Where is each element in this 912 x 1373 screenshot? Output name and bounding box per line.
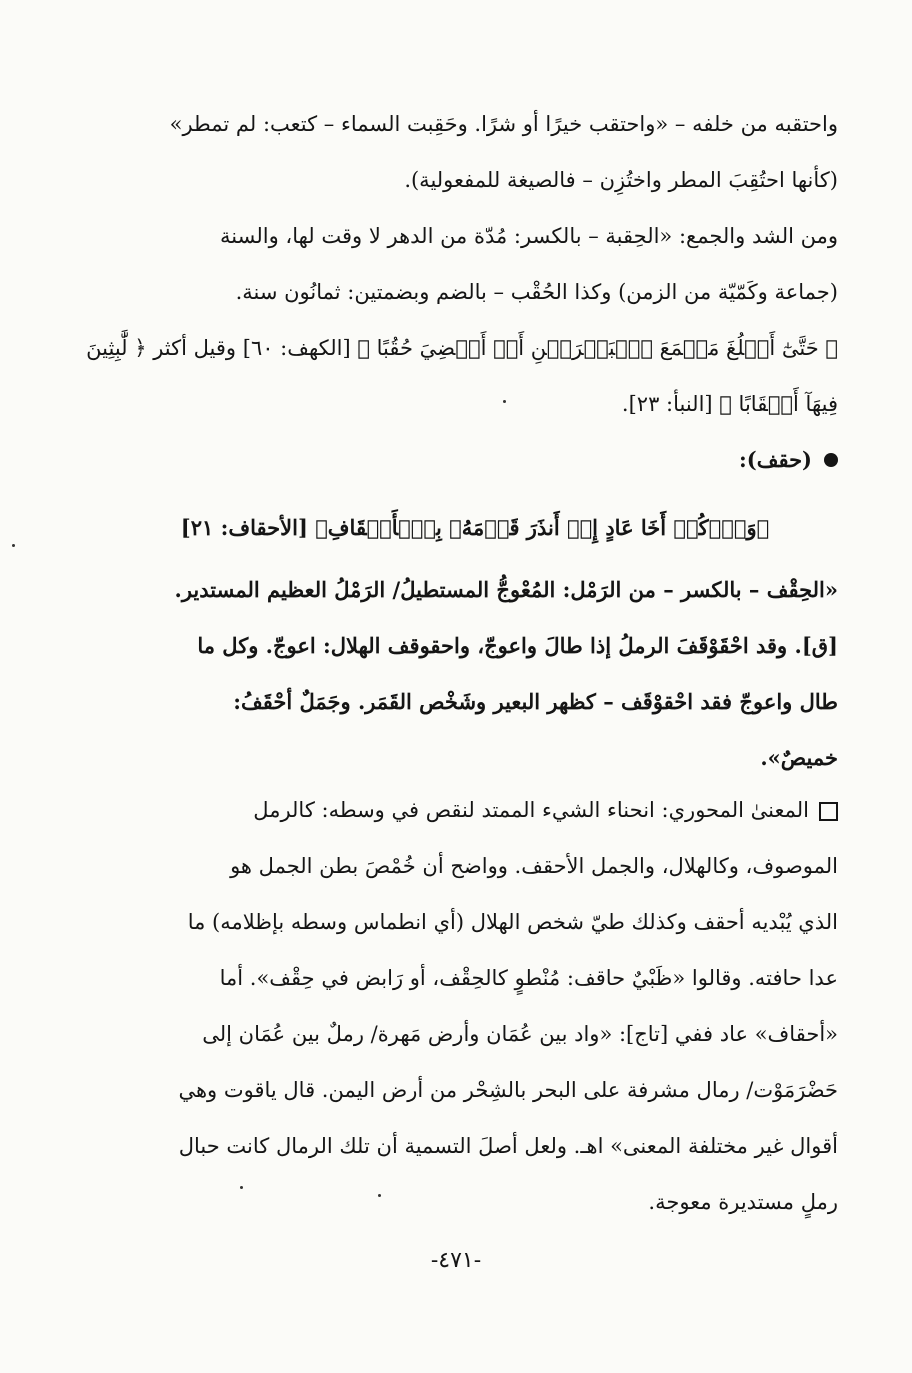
text-line: طال واعوجّ فقد احْقوْقَف – كظهر البعير وشَخْص القَمَر. وجَمَلٌ أحْقَفُ: bbox=[233, 689, 838, 714]
bullet-icon bbox=[824, 453, 838, 467]
core-meaning-paragraph bbox=[112, 782, 838, 1230]
text-line: ومن الشد والجمع: «الحِقبة – بالكسر: مُدّة من الدهر لا وقت لها، والسنة bbox=[220, 224, 838, 248]
dictionary-quote bbox=[112, 562, 838, 786]
entry-heading bbox=[112, 432, 838, 488]
text-line: رملٍ مستديرة معوجة. bbox=[648, 1190, 838, 1214]
text-line: فِيهَآ أَحۡقَابًا ﴾ [النبأ: ٢٣]. bbox=[621, 392, 838, 416]
verse-block bbox=[112, 500, 838, 556]
scan-speck bbox=[12, 544, 15, 547]
intro-paragraph bbox=[86, 96, 838, 432]
scan-speck bbox=[240, 1186, 243, 1189]
page-number: -٤٧١- bbox=[430, 1248, 482, 1273]
text-line: حَضْرَمَوْت/ رمال مشرفة على البحر بالشِحْر من أرض اليمن. قال ياقوت وهي bbox=[178, 1078, 838, 1102]
square-box-icon bbox=[819, 802, 838, 821]
scan-speck bbox=[378, 1194, 381, 1197]
text-line: «أحقاف» عاد ففي [تاج]: «واد بين عُمَان وأرض مَهرة/ رملٌ بين عُمَان إلى bbox=[202, 1022, 838, 1046]
text-line: ﴿ حَتَّىٰٓ أَبۡلُغَ مَجۡمَعَ ٱلۡبَحۡرَيۡنِ أَوۡ أَمۡضِيَ حُقُبًا ﴾ [الكهف: ٦٠] وقيل أكثر ﴿ لَّٰبِثِينَ bbox=[86, 336, 838, 360]
text-line: «الحِقْف – بالكسر – من الرَمْل: المُعْوجُّ المستطيلُ/ الرَمْلُ العظيم المستدير. bbox=[174, 577, 838, 602]
text-line: (كأنها احتُقِبَ المطر واختُزِن – فالصيغة للمفعولية). bbox=[404, 168, 838, 192]
text-line: الموصوف، وكالهلال، والجمل الأحقف. وواضح أن خُمْصَ بطن الجمل هو bbox=[230, 854, 838, 878]
text-line: واحتقبه من خلفه – «واحتقب خيرًا أو شرًا. وحَقِبت السماء – كتعب: لم تمطر» bbox=[169, 112, 838, 136]
text-line: (جماعة وكَمّيّة من الزمن) وكذا الحُقْب – بالضم وبضمتين: ثمانُون سنة. bbox=[235, 280, 838, 304]
text-line: خميصٌ». bbox=[760, 745, 838, 770]
scan-speck bbox=[503, 400, 506, 403]
text-line: الذي يُبْديه أحقف وكذلك طيّ شخص الهلال (أي انطماس وسطه بإظلامه) ما bbox=[187, 910, 838, 934]
text-line: أقوال غير مختلفة المعنى» اهـ. ولعل أصلَ التسمية أن تلك الرمال كانت حبال bbox=[178, 1134, 838, 1158]
verse-text: ﴿وَٱذۡكُرۡ أَخَا عَادٍ إِذۡ أَنذَرَ قَوۡمَهُۥ بِٱلۡأَحۡقَافِ﴾ [الأحقاف: ٢١] bbox=[180, 515, 770, 540]
entry-heading-text: (حقف): bbox=[739, 447, 812, 472]
text-line: عدا حافته. وقالوا «ظَبْيٌ حاقف: مُنْطوٍ كالحِقْف، أو رَابض في حِقْف». أما bbox=[219, 966, 838, 990]
text-line: المعنىٰ المحوري: انحناء الشيء الممتد لنقص في وسطه: كالرمل bbox=[253, 798, 809, 822]
text-line: [ق]. وقد احْقَوْقَفَ الرملُ إذا طالَ واعوجّ، واحقوقف الهلال: اعوجّ. وكل ما bbox=[197, 633, 838, 658]
